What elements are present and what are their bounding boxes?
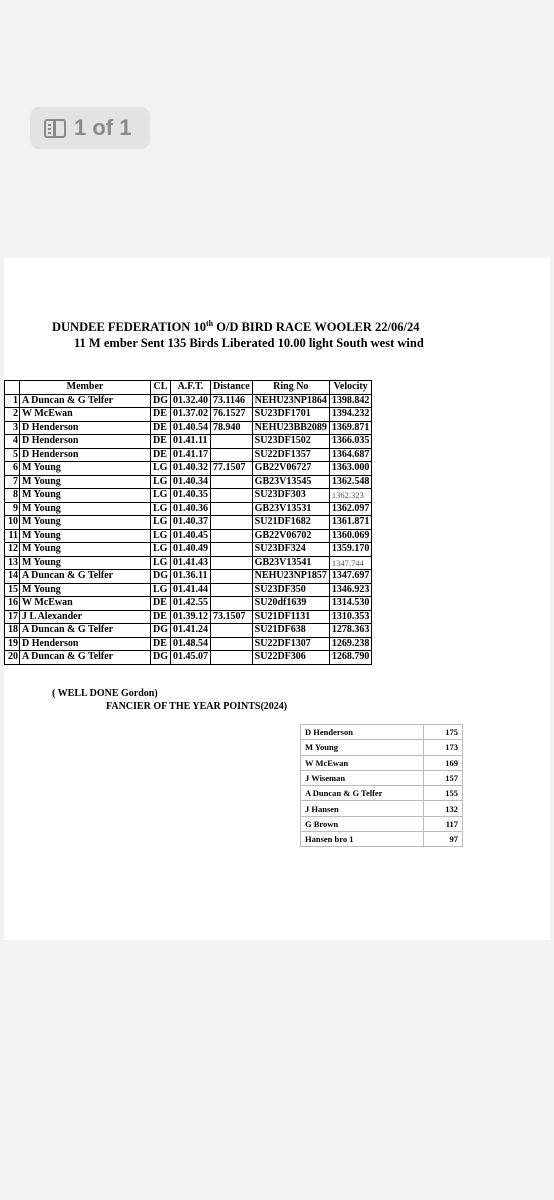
aft-cell: 01.48.54 xyxy=(171,637,211,651)
position-cell: 8 xyxy=(5,489,20,503)
cl-cell: DG xyxy=(151,651,171,665)
distance-cell: 73.1507 xyxy=(211,610,253,624)
title-text: DUNDEE FEDERATION 10 xyxy=(52,320,206,335)
member-cell: A Duncan & G Telfer xyxy=(20,394,151,408)
points-cell: 169 xyxy=(424,755,463,770)
table-row xyxy=(5,529,372,543)
aft-cell: 01.40.32 xyxy=(171,462,211,476)
velocity-cell: 1364.687 xyxy=(329,448,372,462)
aft-cell: 01.40.34 xyxy=(171,475,211,489)
page-icon xyxy=(44,119,66,138)
member-cell: W McEwan xyxy=(20,408,151,422)
fancier-name-cell: M Young xyxy=(301,740,424,755)
distance-cell xyxy=(211,570,253,584)
cl-cell: DE xyxy=(151,610,171,624)
ring-no-cell: NEHU23NP1857 xyxy=(252,570,329,584)
member-cell: A Duncan & G Telfer xyxy=(20,624,151,638)
points-cell: 157 xyxy=(424,770,463,785)
table-row xyxy=(5,570,372,584)
member-cell: M Young xyxy=(20,583,151,597)
ring-no-cell: SU21DF1131 xyxy=(252,610,329,624)
points-table xyxy=(300,724,463,847)
distance-cell xyxy=(211,475,253,489)
aft-cell: 01.41.44 xyxy=(171,583,211,597)
member-cell: D Henderson xyxy=(20,448,151,462)
position-cell: 18 xyxy=(5,624,20,638)
velocity-cell: 1362.323 xyxy=(329,489,372,503)
member-cell: M Young xyxy=(20,462,151,476)
member-cell: D Henderson xyxy=(20,421,151,435)
points-cell: 132 xyxy=(424,801,463,816)
velocity-cell: 1362.097 xyxy=(329,502,372,516)
position-cell: 5 xyxy=(5,448,20,462)
cl-cell: LG xyxy=(151,489,171,503)
points-row xyxy=(301,740,463,755)
table-row xyxy=(5,610,372,624)
distance-cell xyxy=(211,556,253,570)
table-row xyxy=(5,543,372,557)
distance-cell xyxy=(211,637,253,651)
results-body xyxy=(5,394,372,664)
cl-cell: DG xyxy=(151,624,171,638)
distance-cell xyxy=(211,516,253,530)
cl-cell: LG xyxy=(151,462,171,476)
member-cell: M Young xyxy=(20,516,151,530)
position-cell: 7 xyxy=(5,475,20,489)
points-row xyxy=(301,755,463,770)
position-cell: 11 xyxy=(5,529,20,543)
velocity-cell: 1398.842 xyxy=(329,394,372,408)
aft-cell: 01.39.12 xyxy=(171,610,211,624)
position-cell: 13 xyxy=(5,556,20,570)
distance-cell xyxy=(211,597,253,611)
cl-cell: DG xyxy=(151,570,171,584)
fancier-name-cell: Hansen bro 1 xyxy=(301,832,424,847)
member-cell: D Henderson xyxy=(20,435,151,449)
position-cell: 16 xyxy=(5,597,20,611)
velocity-cell: 1363.000 xyxy=(329,462,372,476)
cl-cell: DG xyxy=(151,394,171,408)
results-header-cell: CL xyxy=(151,381,171,395)
velocity-cell: 1268.790 xyxy=(329,651,372,665)
position-cell: 15 xyxy=(5,583,20,597)
cl-cell: LG xyxy=(151,475,171,489)
aft-cell: 01.32.40 xyxy=(171,394,211,408)
cl-cell: DE xyxy=(151,448,171,462)
aft-cell: 01.40.45 xyxy=(171,529,211,543)
ring-no-cell: SU22DF1307 xyxy=(252,637,329,651)
distance-cell: 73.1146 xyxy=(211,394,253,408)
title-text-rest: O/D BIRD RACE WOOLER 22/06/24 xyxy=(213,320,420,335)
position-cell: 10 xyxy=(5,516,20,530)
aft-cell: 01.41.43 xyxy=(171,556,211,570)
points-cell: 175 xyxy=(424,725,463,740)
member-cell: M Young xyxy=(20,529,151,543)
table-row xyxy=(5,502,372,516)
results-header-row xyxy=(5,381,372,395)
velocity-cell: 1359.170 xyxy=(329,543,372,557)
ring-no-cell: SU23DF324 xyxy=(252,543,329,557)
table-row xyxy=(5,475,372,489)
ring-no-cell: SU23DF1701 xyxy=(252,408,329,422)
table-row xyxy=(5,421,372,435)
velocity-cell: 1346.923 xyxy=(329,583,372,597)
document-title xyxy=(52,319,419,335)
member-cell: M Young xyxy=(20,543,151,557)
fancier-name-cell: W McEwan xyxy=(301,755,424,770)
ring-no-cell: SU23DF350 xyxy=(252,583,329,597)
distance-cell: 78.940 xyxy=(211,421,253,435)
member-cell: A Duncan & G Telfer xyxy=(20,651,151,665)
distance-cell xyxy=(211,489,253,503)
fancier-name-cell: A Duncan & G Telfer xyxy=(301,786,424,801)
points-row xyxy=(301,786,463,801)
velocity-cell: 1360.069 xyxy=(329,529,372,543)
fancier-name-cell: D Henderson xyxy=(301,725,424,740)
fancier-name-cell: J Wiseman xyxy=(301,770,424,785)
cl-cell: LG xyxy=(151,502,171,516)
table-row xyxy=(5,651,372,665)
cl-cell: DE xyxy=(151,408,171,422)
position-cell: 19 xyxy=(5,637,20,651)
member-cell: J L Alexander xyxy=(20,610,151,624)
aft-cell: 01.41.11 xyxy=(171,435,211,449)
position-cell: 12 xyxy=(5,543,20,557)
distance-cell xyxy=(211,624,253,638)
position-cell: 4 xyxy=(5,435,20,449)
ring-no-cell: NEHU23BB2089 xyxy=(252,421,329,435)
cl-cell: LG xyxy=(151,529,171,543)
aft-cell: 01.40.54 xyxy=(171,421,211,435)
table-row xyxy=(5,637,372,651)
document-page xyxy=(4,258,550,940)
page-indicator-label: 1 of 1 xyxy=(74,115,132,140)
distance-cell xyxy=(211,448,253,462)
points-cell: 97 xyxy=(424,832,463,847)
cl-cell: DE xyxy=(151,597,171,611)
aft-cell: 01.42.55 xyxy=(171,597,211,611)
points-row xyxy=(301,770,463,785)
points-body xyxy=(301,725,463,847)
ring-no-cell: SU21DF1682 xyxy=(252,516,329,530)
aft-cell: 01.45.07 xyxy=(171,651,211,665)
table-row xyxy=(5,435,372,449)
member-cell: A Duncan & G Telfer xyxy=(20,570,151,584)
table-row xyxy=(5,516,372,530)
cl-cell: LG xyxy=(151,583,171,597)
member-cell: W McEwan xyxy=(20,597,151,611)
velocity-cell: 1278.363 xyxy=(329,624,372,638)
distance-cell: 76.1527 xyxy=(211,408,253,422)
points-row xyxy=(301,816,463,831)
position-cell: 17 xyxy=(5,610,20,624)
page-indicator[interactable] xyxy=(30,107,150,149)
position-cell: 6 xyxy=(5,462,20,476)
results-header-cell xyxy=(5,381,20,395)
velocity-cell: 1362.548 xyxy=(329,475,372,489)
table-row xyxy=(5,408,372,422)
distance-cell xyxy=(211,543,253,557)
cl-cell: LG xyxy=(151,556,171,570)
distance-cell xyxy=(211,502,253,516)
table-row xyxy=(5,583,372,597)
member-cell: D Henderson xyxy=(20,637,151,651)
position-cell: 20 xyxy=(5,651,20,665)
velocity-cell: 1369.871 xyxy=(329,421,372,435)
ring-no-cell: GB22V06727 xyxy=(252,462,329,476)
distance-cell xyxy=(211,583,253,597)
position-cell: 14 xyxy=(5,570,20,584)
member-cell: M Young xyxy=(20,502,151,516)
table-row xyxy=(5,462,372,476)
velocity-cell: 1314.530 xyxy=(329,597,372,611)
aft-cell: 01.36.11 xyxy=(171,570,211,584)
document-subtitle: 11 M ember Sent 135 Birds Liberated 10.00 light South west wind xyxy=(74,336,424,350)
position-cell: 9 xyxy=(5,502,20,516)
table-row xyxy=(5,394,372,408)
points-row xyxy=(301,801,463,816)
results-header-cell: A.F.T. xyxy=(171,381,211,395)
points-cell: 173 xyxy=(424,740,463,755)
fancier-name-cell: J Hansen xyxy=(301,801,424,816)
ring-no-cell: SU22DF1357 xyxy=(252,448,329,462)
position-cell: 3 xyxy=(5,421,20,435)
position-cell: 1 xyxy=(5,394,20,408)
velocity-cell: 1269.238 xyxy=(329,637,372,651)
ring-no-cell: GB23V13545 xyxy=(252,475,329,489)
velocity-cell: 1394.232 xyxy=(329,408,372,422)
title-superscript: th xyxy=(205,319,214,328)
table-row xyxy=(5,448,372,462)
velocity-cell: 1361.871 xyxy=(329,516,372,530)
member-cell: M Young xyxy=(20,489,151,503)
cl-cell: LG xyxy=(151,516,171,530)
aft-cell: 01.40.37 xyxy=(171,516,211,530)
ring-no-cell: GB23V13531 xyxy=(252,502,329,516)
points-cell: 155 xyxy=(424,786,463,801)
velocity-cell: 1366.035 xyxy=(329,435,372,449)
member-cell: M Young xyxy=(20,556,151,570)
points-cell: 117 xyxy=(424,816,463,831)
results-table xyxy=(4,380,372,665)
member-cell: M Young xyxy=(20,475,151,489)
distance-cell xyxy=(211,529,253,543)
ring-no-cell: SU22DF306 xyxy=(252,651,329,665)
points-row xyxy=(301,725,463,740)
velocity-cell: 1310.353 xyxy=(329,610,372,624)
aft-cell: 01.40.36 xyxy=(171,502,211,516)
ring-no-cell: SU20df1639 xyxy=(252,597,329,611)
results-header-cell: Distance xyxy=(211,381,253,395)
fancier-name-cell: G Brown xyxy=(301,816,424,831)
results-header-cell: Member xyxy=(20,381,151,395)
points-row xyxy=(301,832,463,847)
position-cell: 2 xyxy=(5,408,20,422)
results-header-cell: Ring No xyxy=(252,381,329,395)
ring-no-cell: NEHU23NP1864 xyxy=(252,394,329,408)
cl-cell: DE xyxy=(151,435,171,449)
distance-cell xyxy=(211,651,253,665)
table-row xyxy=(5,624,372,638)
aft-cell: 01.41.24 xyxy=(171,624,211,638)
ring-no-cell: SU23DF1502 xyxy=(252,435,329,449)
velocity-cell: 1347.697 xyxy=(329,570,372,584)
distance-cell xyxy=(211,435,253,449)
aft-cell: 01.40.49 xyxy=(171,543,211,557)
aft-cell: 01.40.35 xyxy=(171,489,211,503)
ring-no-cell: GB22V06702 xyxy=(252,529,329,543)
aft-cell: 01.37.02 xyxy=(171,408,211,422)
aft-cell: 01.41.17 xyxy=(171,448,211,462)
cl-cell: DE xyxy=(151,421,171,435)
ring-no-cell: SU21DF638 xyxy=(252,624,329,638)
results-header-cell: Velocity xyxy=(329,381,372,395)
table-row xyxy=(5,556,372,570)
distance-cell: 77.1507 xyxy=(211,462,253,476)
ring-no-cell: SU23DF303 xyxy=(252,489,329,503)
table-row xyxy=(5,489,372,503)
points-heading: FANCIER OF THE YEAR POINTS(2024) xyxy=(106,701,288,712)
well-done-note: ( WELL DONE Gordon) xyxy=(52,688,158,699)
velocity-cell: 1347.744 xyxy=(329,556,372,570)
table-row xyxy=(5,597,372,611)
cl-cell: LG xyxy=(151,543,171,557)
cl-cell: DE xyxy=(151,637,171,651)
ring-no-cell: GB23V13541 xyxy=(252,556,329,570)
